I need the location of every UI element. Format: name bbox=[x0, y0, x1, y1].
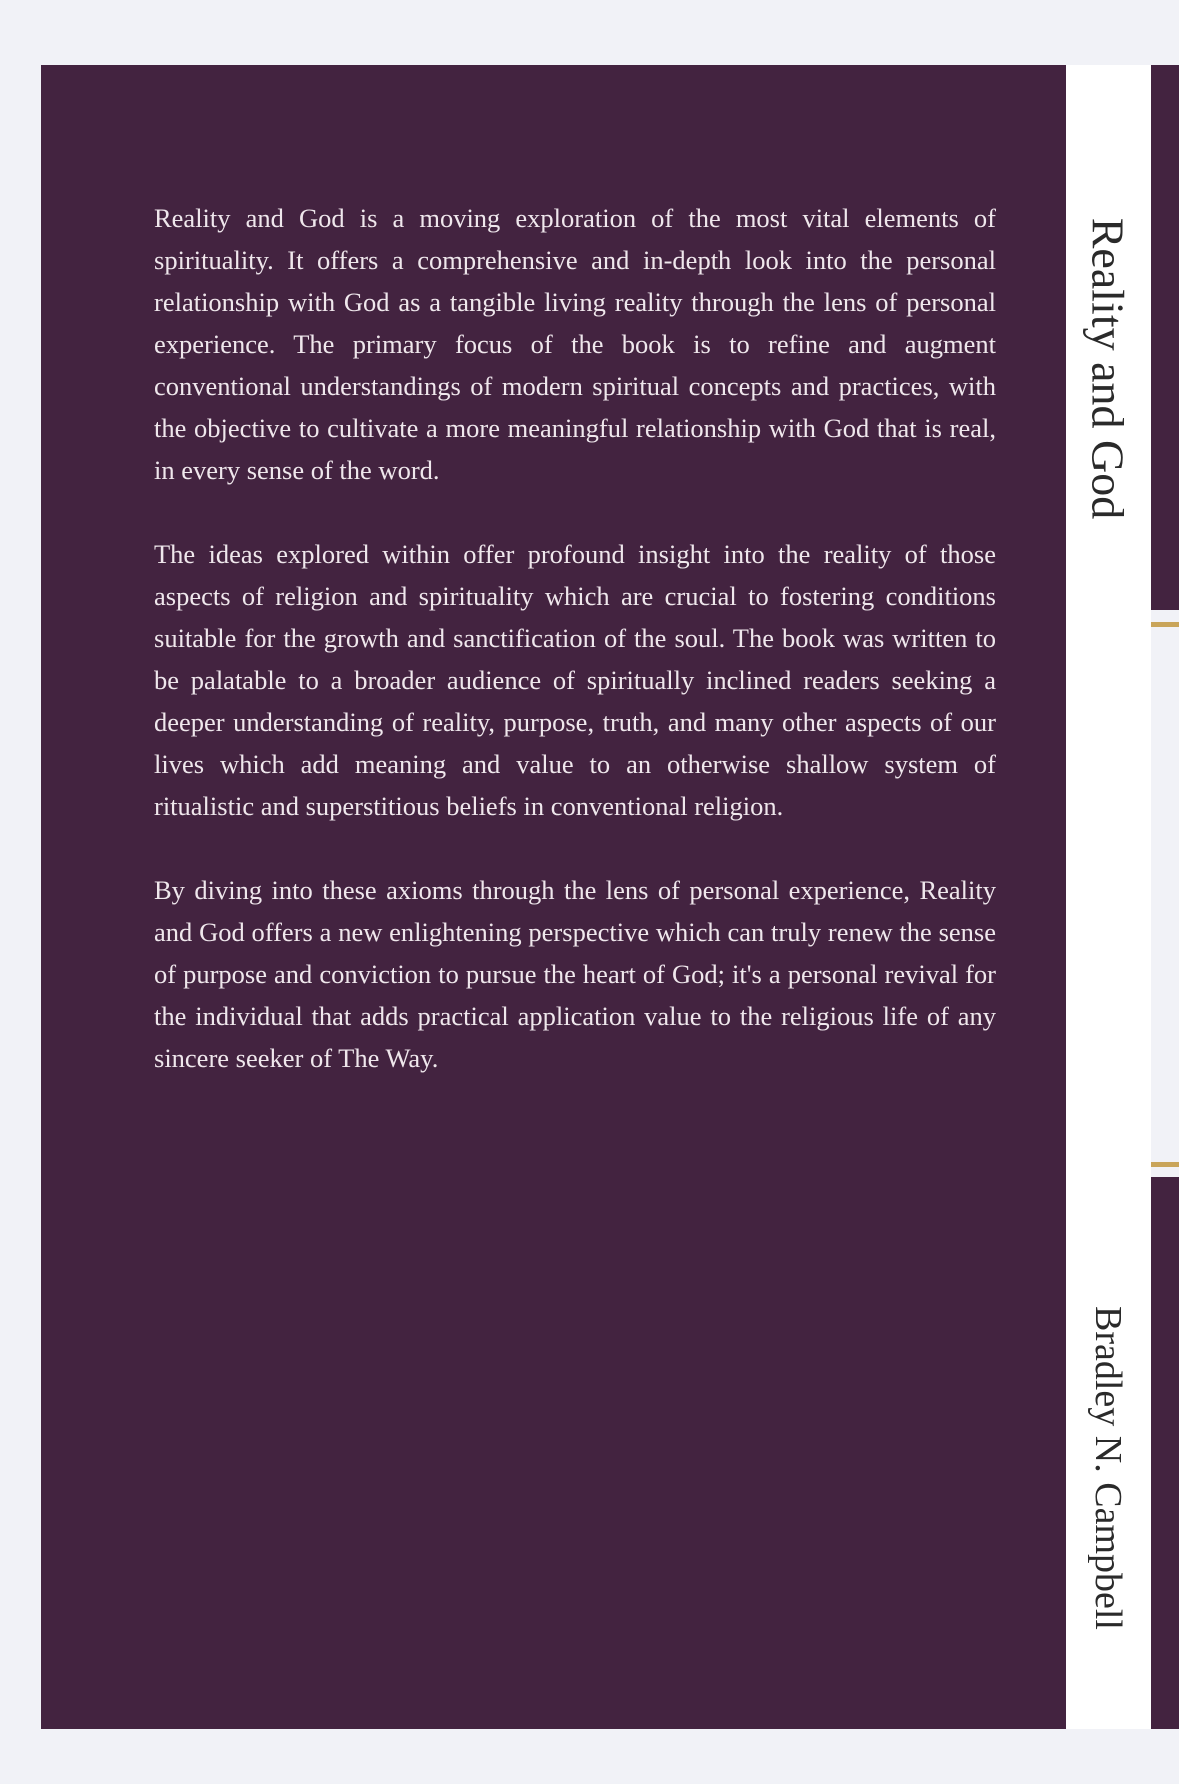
gold-accent-line-lower bbox=[1151, 1162, 1179, 1167]
blurb-paragraph-1: Reality and God is a moving exploration of the most vital elements of spirituality. It offers a comprehensive and in-depth look into the personal relationship with God as a tangible living reality through the lens of personal experience. The primary focus of the book is to refine and augment conventional understandings of modern spiritual concepts and practices, with the objective to cultivate a more meaningful relationship with God that is real, in every sense of the word. bbox=[154, 203, 996, 485]
gold-accent-line-upper bbox=[1151, 622, 1179, 627]
book-spine bbox=[1066, 65, 1151, 1729]
front-cover-edge-bottom bbox=[1151, 1177, 1179, 1729]
book-blurb bbox=[154, 197, 996, 1121]
blurb-paragraph-3: By diving into these axioms through the lens of personal experience, Reality and God offers a new enlightening perspective which can truly renew the sense of purpose and conviction to pursue the heart of God; it's a personal revival for the individual that adds practical application value to the religious life of any sincere seeker of The Way. bbox=[154, 875, 996, 1073]
spine-title: Reality and God bbox=[1082, 217, 1134, 520]
back-cover bbox=[41, 65, 1066, 1729]
spine-author: Bradley N. Campbell bbox=[1087, 1306, 1129, 1630]
front-cover-edge-top bbox=[1151, 65, 1179, 610]
blurb-paragraph-2: The ideas explored within offer profound insight into the reality of those aspects of religion and spirituality which are crucial to fostering conditions suitable for the growth and sanctification of the soul. The book was written to be palatable to a broader audience of spiritually inclined readers seeking a deeper understanding of reality, purpose, truth, and many other aspects of our lives which add meaning and value to an otherwise shallow system of ritualistic and superstitious beliefs in conventional religion. bbox=[154, 539, 996, 821]
